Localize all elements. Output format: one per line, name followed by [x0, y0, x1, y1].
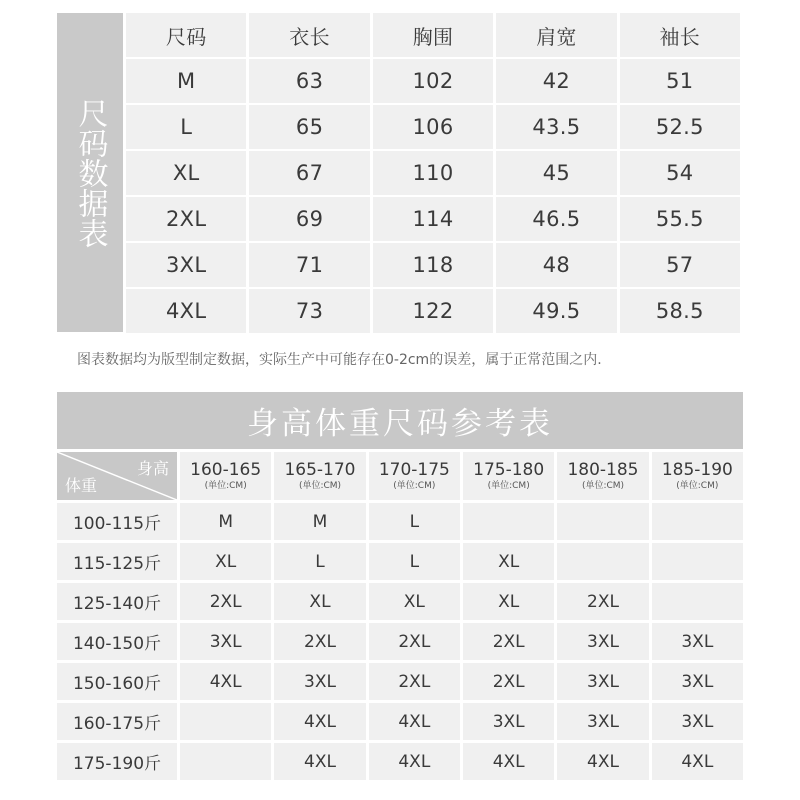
recommended-size-cell: 4XL	[369, 703, 460, 740]
recommended-size-cell	[180, 703, 271, 740]
recommended-size-cell: L	[369, 503, 460, 540]
recommended-size-cell: 3XL	[557, 703, 648, 740]
size-table-value-cell: 55.5	[620, 197, 740, 241]
size-table-value-cell: 57	[620, 243, 740, 287]
recommended-size-cell: 3XL	[557, 623, 648, 660]
size-table-value-cell: 67	[249, 151, 369, 195]
height-range-header	[274, 452, 365, 500]
size-table-value-cell: 106	[373, 105, 493, 149]
recommended-size-cell	[180, 743, 271, 780]
size-table-size-cell: XL	[126, 151, 246, 195]
recommended-size-cell: XL	[274, 583, 365, 620]
weight-range-label: 100-115斤	[57, 503, 177, 540]
size-table-size-cell: 3XL	[126, 243, 246, 287]
size-table-value-cell: 58.5	[620, 289, 740, 333]
size-table-value-cell: 122	[373, 289, 493, 333]
recommended-size-cell: 3XL	[463, 703, 554, 740]
size-reference-table	[57, 392, 743, 780]
size-table-size-cell: M	[126, 59, 246, 103]
recommended-size-cell: 4XL	[557, 743, 648, 780]
height-range-header	[369, 452, 460, 500]
height-unit-label: (单位:CM)	[676, 481, 719, 491]
recommended-size-cell: 3XL	[180, 623, 271, 660]
size-table-value-cell: 43.5	[496, 105, 616, 149]
height-unit-label: (单位:CM)	[581, 481, 625, 491]
height-unit-label: (单位:CM)	[393, 481, 436, 491]
size-table-header-cell: 尺码	[126, 13, 246, 57]
size-table-value-cell: 73	[249, 289, 369, 333]
recommended-size-cell: M	[274, 503, 365, 540]
corner-weight-label: 体重	[65, 476, 98, 495]
size-table-value-cell: 51	[620, 59, 740, 103]
height-unit-label: (单位:CM)	[487, 481, 530, 491]
weight-range-label: 175-190斤	[57, 743, 177, 780]
recommended-size-cell: 3XL	[652, 703, 743, 740]
recommended-size-cell	[652, 583, 743, 620]
table-corner-header	[57, 452, 177, 500]
recommended-size-cell: 4XL	[274, 743, 365, 780]
size-table-value-cell: 54	[620, 151, 740, 195]
recommended-size-cell: XL	[463, 543, 554, 580]
height-range-header	[180, 452, 271, 500]
height-range-label: 180-185	[567, 460, 639, 480]
size-table-header-cell: 胸围	[373, 13, 493, 57]
measurement-note: 图表数据均为版型制定数据，实际生产中可能存在0-2cm的误差，属于正常范围之内.	[77, 352, 602, 368]
recommended-size-cell: XL	[180, 543, 271, 580]
recommended-size-cell	[557, 543, 648, 580]
recommended-size-cell: 3XL	[557, 663, 648, 700]
recommended-size-cell	[652, 503, 743, 540]
recommended-size-cell	[463, 503, 554, 540]
size-table-value-cell: 102	[373, 59, 493, 103]
size-table-grid	[123, 13, 740, 333]
weight-range-label: 125-140斤	[57, 583, 177, 620]
height-range-label: 165-170	[284, 460, 356, 480]
height-range-label: 170-175	[378, 460, 450, 480]
recommended-size-cell: 2XL	[369, 663, 460, 700]
size-table-value-cell: 118	[373, 243, 493, 287]
recommended-size-cell: 4XL	[463, 743, 554, 780]
size-table-header-cell: 袖长	[620, 13, 740, 57]
size-table-side-title	[57, 13, 123, 332]
size-data-table	[57, 13, 740, 333]
size-table-size-cell: 2XL	[126, 197, 246, 241]
height-range-header	[652, 452, 743, 500]
reference-table-title: 身高体重尺码参考表	[57, 392, 743, 449]
size-table-header-cell: 衣长	[249, 13, 369, 57]
height-range-header	[463, 452, 554, 500]
size-table-value-cell: 45	[496, 151, 616, 195]
size-table-value-cell: 69	[249, 197, 369, 241]
recommended-size-cell: 2XL	[557, 583, 648, 620]
size-table-side-title-text: 尺码数据表	[72, 97, 108, 248]
weight-range-label: 115-125斤	[57, 543, 177, 580]
recommended-size-cell: 4XL	[652, 743, 743, 780]
recommended-size-cell: XL	[463, 583, 554, 620]
size-table-value-cell: 49.5	[496, 289, 616, 333]
size-table-value-cell: 52.5	[620, 105, 740, 149]
height-range-label: 175-180	[473, 460, 545, 480]
recommended-size-cell: 3XL	[274, 663, 365, 700]
recommended-size-cell: 2XL	[369, 623, 460, 660]
height-range-label: 160-165	[190, 460, 262, 480]
height-range-label: 185-190	[661, 460, 733, 480]
size-table-value-cell: 42	[496, 59, 616, 103]
recommended-size-cell: L	[369, 543, 460, 580]
size-table-value-cell: 63	[249, 59, 369, 103]
recommended-size-cell: 2XL	[463, 663, 554, 700]
recommended-size-cell: 2XL	[463, 623, 554, 660]
recommended-size-cell: L	[274, 543, 365, 580]
recommended-size-cell: 3XL	[652, 663, 743, 700]
size-table-value-cell: 71	[249, 243, 369, 287]
recommended-size-cell: 2XL	[180, 583, 271, 620]
size-table-value-cell: 65	[249, 105, 369, 149]
reference-table-grid	[57, 452, 743, 780]
recommended-size-cell	[557, 503, 648, 540]
recommended-size-cell: 3XL	[652, 623, 743, 660]
weight-range-label: 140-150斤	[57, 623, 177, 660]
size-table-value-cell: 110	[373, 151, 493, 195]
weight-range-label: 150-160斤	[57, 663, 177, 700]
recommended-size-cell: 4XL	[369, 743, 460, 780]
recommended-size-cell: 4XL	[180, 663, 271, 700]
size-table-size-cell: L	[126, 105, 246, 149]
height-range-header	[557, 452, 648, 500]
size-table-value-cell: 114	[373, 197, 493, 241]
size-table-header-cell: 肩宽	[496, 13, 616, 57]
recommended-size-cell: M	[180, 503, 271, 540]
corner-height-label: 身高	[136, 459, 169, 478]
height-unit-label: (单位:CM)	[298, 481, 342, 491]
recommended-size-cell: 2XL	[274, 623, 365, 660]
height-unit-label: (单位:CM)	[204, 481, 247, 491]
weight-range-label: 160-175斤	[57, 703, 177, 740]
size-table-value-cell: 46.5	[496, 197, 616, 241]
size-table-value-cell: 48	[496, 243, 616, 287]
recommended-size-cell: 4XL	[274, 703, 365, 740]
size-table-size-cell: 4XL	[126, 289, 246, 333]
recommended-size-cell: XL	[369, 583, 460, 620]
recommended-size-cell	[652, 543, 743, 580]
